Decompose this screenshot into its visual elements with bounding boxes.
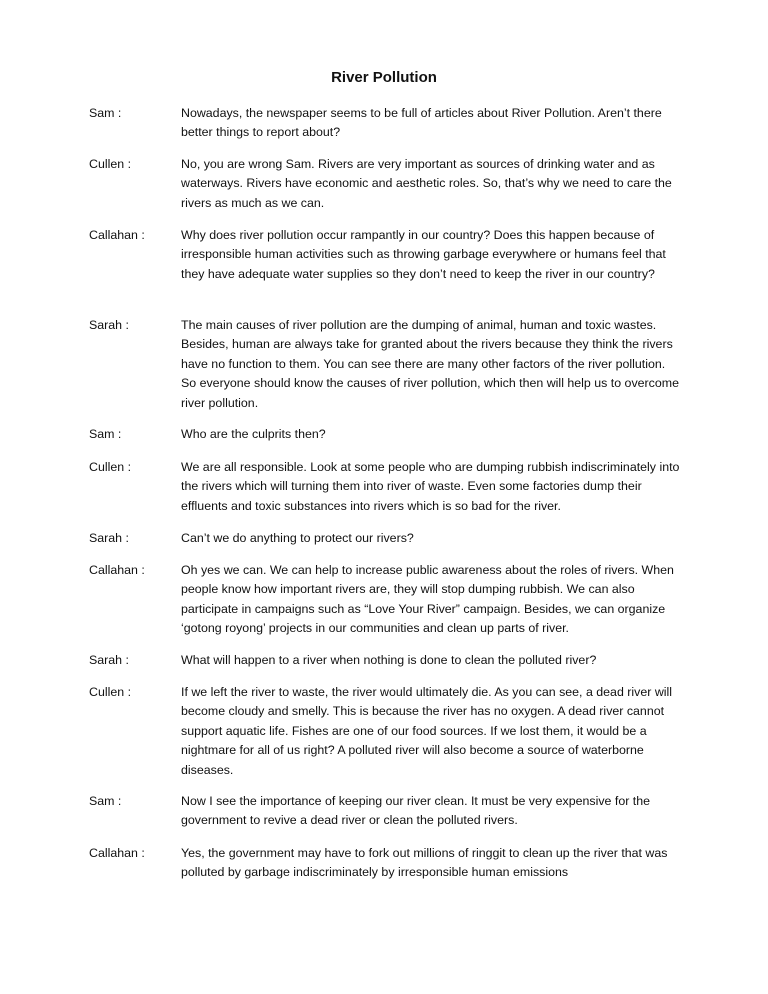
speaker-label: Cullen : — [89, 685, 132, 699]
speaker-label: Sam : — [89, 794, 122, 808]
speaker-label: Sarah : — [89, 318, 129, 332]
speaker-label: Callahan : — [89, 846, 145, 860]
dialogue-text: Who are the culprits then? — [181, 427, 326, 441]
speaker-label: Sarah : — [89, 531, 129, 545]
dialogue-text: Oh yes we can. We can help to increase public awareness about the roles of rivers. When people know how important rivers are, they will stop dumping rubbish. We can also participate in campaigns such as “Love Your River” campaign. Besides, we can organize ‘gotong royong’ projects in our communities and clean up parts of river. — [181, 563, 674, 636]
dialogue-text: Yes, the government may have to fork out millions of ringgit to clean up the river that was polluted by garbage indiscriminately by irresponsible human emissions — [181, 846, 668, 880]
document-title: River Pollution — [331, 69, 437, 86]
speaker-label: Callahan : — [89, 228, 145, 242]
dialogue-text: Why does river pollution occur rampantly in our country? Does this happen because of irresponsible human activities such as throwing garbage everywhere or humans feel that they have adequate water supplies so they don’t need to keep the river in our country? — [181, 228, 666, 281]
dialogue-text: Nowadays, the newspaper seems to be full of articles about River Pollution. Aren’t there better things to report about? — [181, 106, 662, 140]
speaker-label: Callahan : — [89, 563, 145, 577]
speaker-label: Cullen : — [89, 460, 132, 474]
speaker-label: Cullen : — [89, 157, 132, 171]
speaker-label: Sam : — [89, 106, 122, 120]
dialogue-text: Now I see the importance of keeping our river clean. It must be very expensive for the government to revive a dead river or clean the polluted rivers. — [181, 794, 651, 828]
speaker-label: Sarah : — [89, 653, 129, 667]
dialogue-text: No, you are wrong Sam. Rivers are very important as sources of drinking water and as waterways. Rivers have economic and aesthetic roles. So, that’s why we need to care the rivers as much as we can. — [181, 157, 672, 210]
dialogue-text: The main causes of river pollution are the dumping of animal, human and toxic wastes. Besides, human are always take for granted about the rivers because they think the rivers have no function to them. You can see there are many other factors of the river pollution. So everyone should know the causes of river pollution, which then will help us to overcome river pollution. — [181, 318, 679, 410]
dialogue-text: Can’t we do anything to protect our rivers? — [181, 531, 414, 545]
dialogue-text: What will happen to a river when nothing is done to clean the polluted river? — [181, 653, 597, 667]
speaker-label: Sam : — [89, 427, 122, 441]
dialogue-text: We are all responsible. Look at some people who are dumping rubbish indiscriminately into the rivers which will turning them into river of waste. Even some factories dump their effluents and toxic substances into rivers which is so bad for the river. — [181, 460, 680, 513]
dialogue-text: If we left the river to waste, the river would ultimately die. As you can see, a dead river will become cloudy and smelly. This is because the river has no oxygen. A dead river cannot support aquatic life. Fishes are one of our food sources. If we lost them, it would be a nightmare for all of us right? A polluted river will also become a source of waterborne diseases. — [181, 685, 673, 777]
